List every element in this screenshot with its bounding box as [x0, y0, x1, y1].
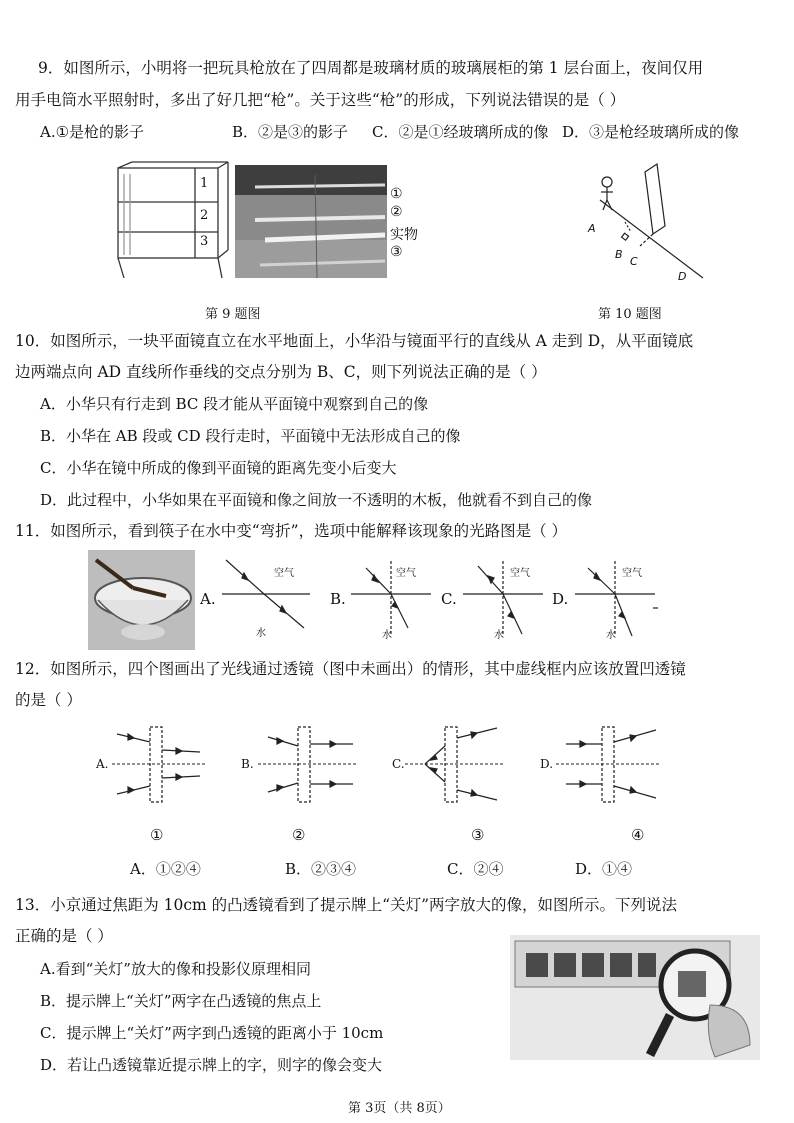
q11-diagram-d — [570, 556, 660, 646]
q9-photo-label-2: ② — [390, 204, 403, 220]
q11-b-air-label: 空气 — [396, 568, 416, 579]
q13-magnifier-photo — [510, 935, 760, 1060]
q10-figure-caption: 第 10 题图 — [598, 307, 662, 322]
q11-diagram-c — [458, 556, 548, 646]
q12-fig-number-1: ① — [150, 826, 164, 844]
q13-option-a: A.看到“关灯”放大的像和投影仪原理相同 — [40, 960, 311, 978]
q10-label-a: A — [588, 222, 596, 235]
q10-option-c: C．小华在镜中所成的像到平面镜的距离先变小后变大 — [40, 459, 397, 477]
q11-chopstick-photo — [88, 550, 195, 650]
q9-option-a: A.①是枪的影子 — [40, 123, 145, 141]
q13-option-d: D．若让凸透镜靠近提示牌上的字，则字的像会变大 — [40, 1056, 383, 1074]
q11-c-water-label: 水 — [494, 630, 504, 641]
q9-option-d: D．③是枪经玻璃所成的像 — [562, 123, 740, 141]
q11-diagram-b — [346, 556, 436, 646]
q9-shelf-figure — [110, 160, 235, 285]
q13-option-b: B．提示牌上“关灯”两字在凸透镜的焦点上 — [40, 992, 322, 1010]
q9-shelf-label-2: 2 — [200, 208, 209, 223]
q11-d-water-label: 水 — [606, 630, 616, 641]
q13-option-c: C．提示牌上“关灯”两字到凸透镜的距离小于 10cm — [40, 1024, 384, 1042]
q12-fig-letter-c: C. — [392, 757, 405, 771]
q13-stem-line2: 正确的是（ ） — [15, 927, 113, 945]
q13-stem-line1: 13．小京通过焦距为 10cm 的凸透镜看到了提示牌上“关灯”两字放大的像，如图所示。下列说法 — [15, 896, 678, 914]
q12-stem-line1: 12．如图所示，四个图画出了光线通过透镜（图中未画出）的情形，其中虚线框内应该放置凹透镜 — [15, 660, 686, 678]
q12-fig-letter-a: A. — [96, 757, 109, 771]
q11-option-d-letter: D. — [552, 590, 569, 608]
q11-a-water-label: 水 — [256, 628, 266, 639]
q12-fig-letter-b: B. — [241, 757, 254, 771]
q12-figure-2 — [258, 722, 358, 807]
q10-stem-line2: 边两端点向 AD 直线所作垂线的交点分别为 B、C，则下列说法正确的是（ ） — [15, 363, 547, 381]
q9-gun-photo — [235, 165, 387, 278]
q11-stem: 11．如图所示，看到筷子在水中变“弯折”，选项中能解释该现象的光路图是（ ） — [15, 522, 568, 540]
q9-stem-line2: 用手电筒水平照射时，多出了好几把“枪”。关于这些“枪”的形成，下列说法错误的是（ ） — [15, 91, 626, 109]
q9-shelf-label-3: 3 — [200, 234, 209, 249]
q12-fig-number-3: ③ — [471, 826, 485, 844]
q10-mirror-figure — [585, 160, 715, 290]
q11-b-water-label: 水 — [382, 630, 392, 641]
q9-option-c: C．②是①经玻璃所成的像 — [372, 123, 549, 141]
q11-diagram-a — [212, 556, 312, 646]
q9-stem-line1: 9．如图所示，小明将一把玩具枪放在了四周都是玻璃材质的玻璃展柜的第 1 层台面上，夜间仅用 — [38, 59, 704, 77]
q10-option-b: B．小华在 AB 段或 CD 段行走时，平面镜中无法形成自己的像 — [40, 427, 461, 445]
q12-option-d: D．①④ — [575, 860, 633, 878]
q12-figure-3 — [405, 722, 505, 807]
q12-fig-number-2: ② — [292, 826, 306, 844]
q12-stem-line2: 的是（ ） — [15, 691, 82, 709]
q11-a-air-label: 空气 — [274, 568, 294, 579]
q10-label-c: C — [630, 255, 638, 268]
q9-photo-label-3: ③ — [390, 244, 403, 260]
q9-photo-label-real: 实物 — [390, 227, 418, 243]
q10-label-d: D — [678, 270, 687, 283]
q10-option-d: D．此过程中，小华如果在平面镜和像之间放一不透明的木板，他就看不到自己的像 — [40, 491, 593, 509]
q11-c-air-label: 空气 — [510, 568, 530, 579]
q12-figure-1 — [112, 722, 207, 807]
q10-option-a: A．小华只有行走到 BC 段才能从平面镜中观察到自己的像 — [40, 395, 429, 413]
q12-option-b: B．②③④ — [285, 860, 357, 878]
q12-fig-number-4: ④ — [631, 826, 645, 844]
q12-figure-4 — [556, 722, 661, 807]
q10-label-b: B — [615, 248, 623, 261]
page-number: 第 3页（共 8页） — [348, 1101, 451, 1116]
q11-option-b-letter: B. — [330, 590, 346, 608]
q12-option-a: A．①②④ — [130, 860, 201, 878]
q12-fig-letter-d: D. — [540, 757, 554, 771]
q11-d-air-label: 空气 — [622, 568, 642, 579]
q12-option-c: C．②④ — [447, 860, 504, 878]
q11-option-a-letter: A. — [200, 590, 216, 608]
q11-option-c-letter: C. — [441, 590, 457, 608]
q9-photo-label-1: ① — [390, 186, 403, 202]
q9-shelf-label-1: 1 — [200, 176, 209, 191]
q10-stem-line1: 10．如图所示，一块平面镜直立在水平地面上，小华沿与镜面平行的直线从 A 走到 D，从平面镜底 — [15, 332, 694, 350]
q9-figure-caption: 第 9 题图 — [205, 307, 261, 322]
q9-option-b: B．②是③的影子 — [232, 123, 349, 141]
